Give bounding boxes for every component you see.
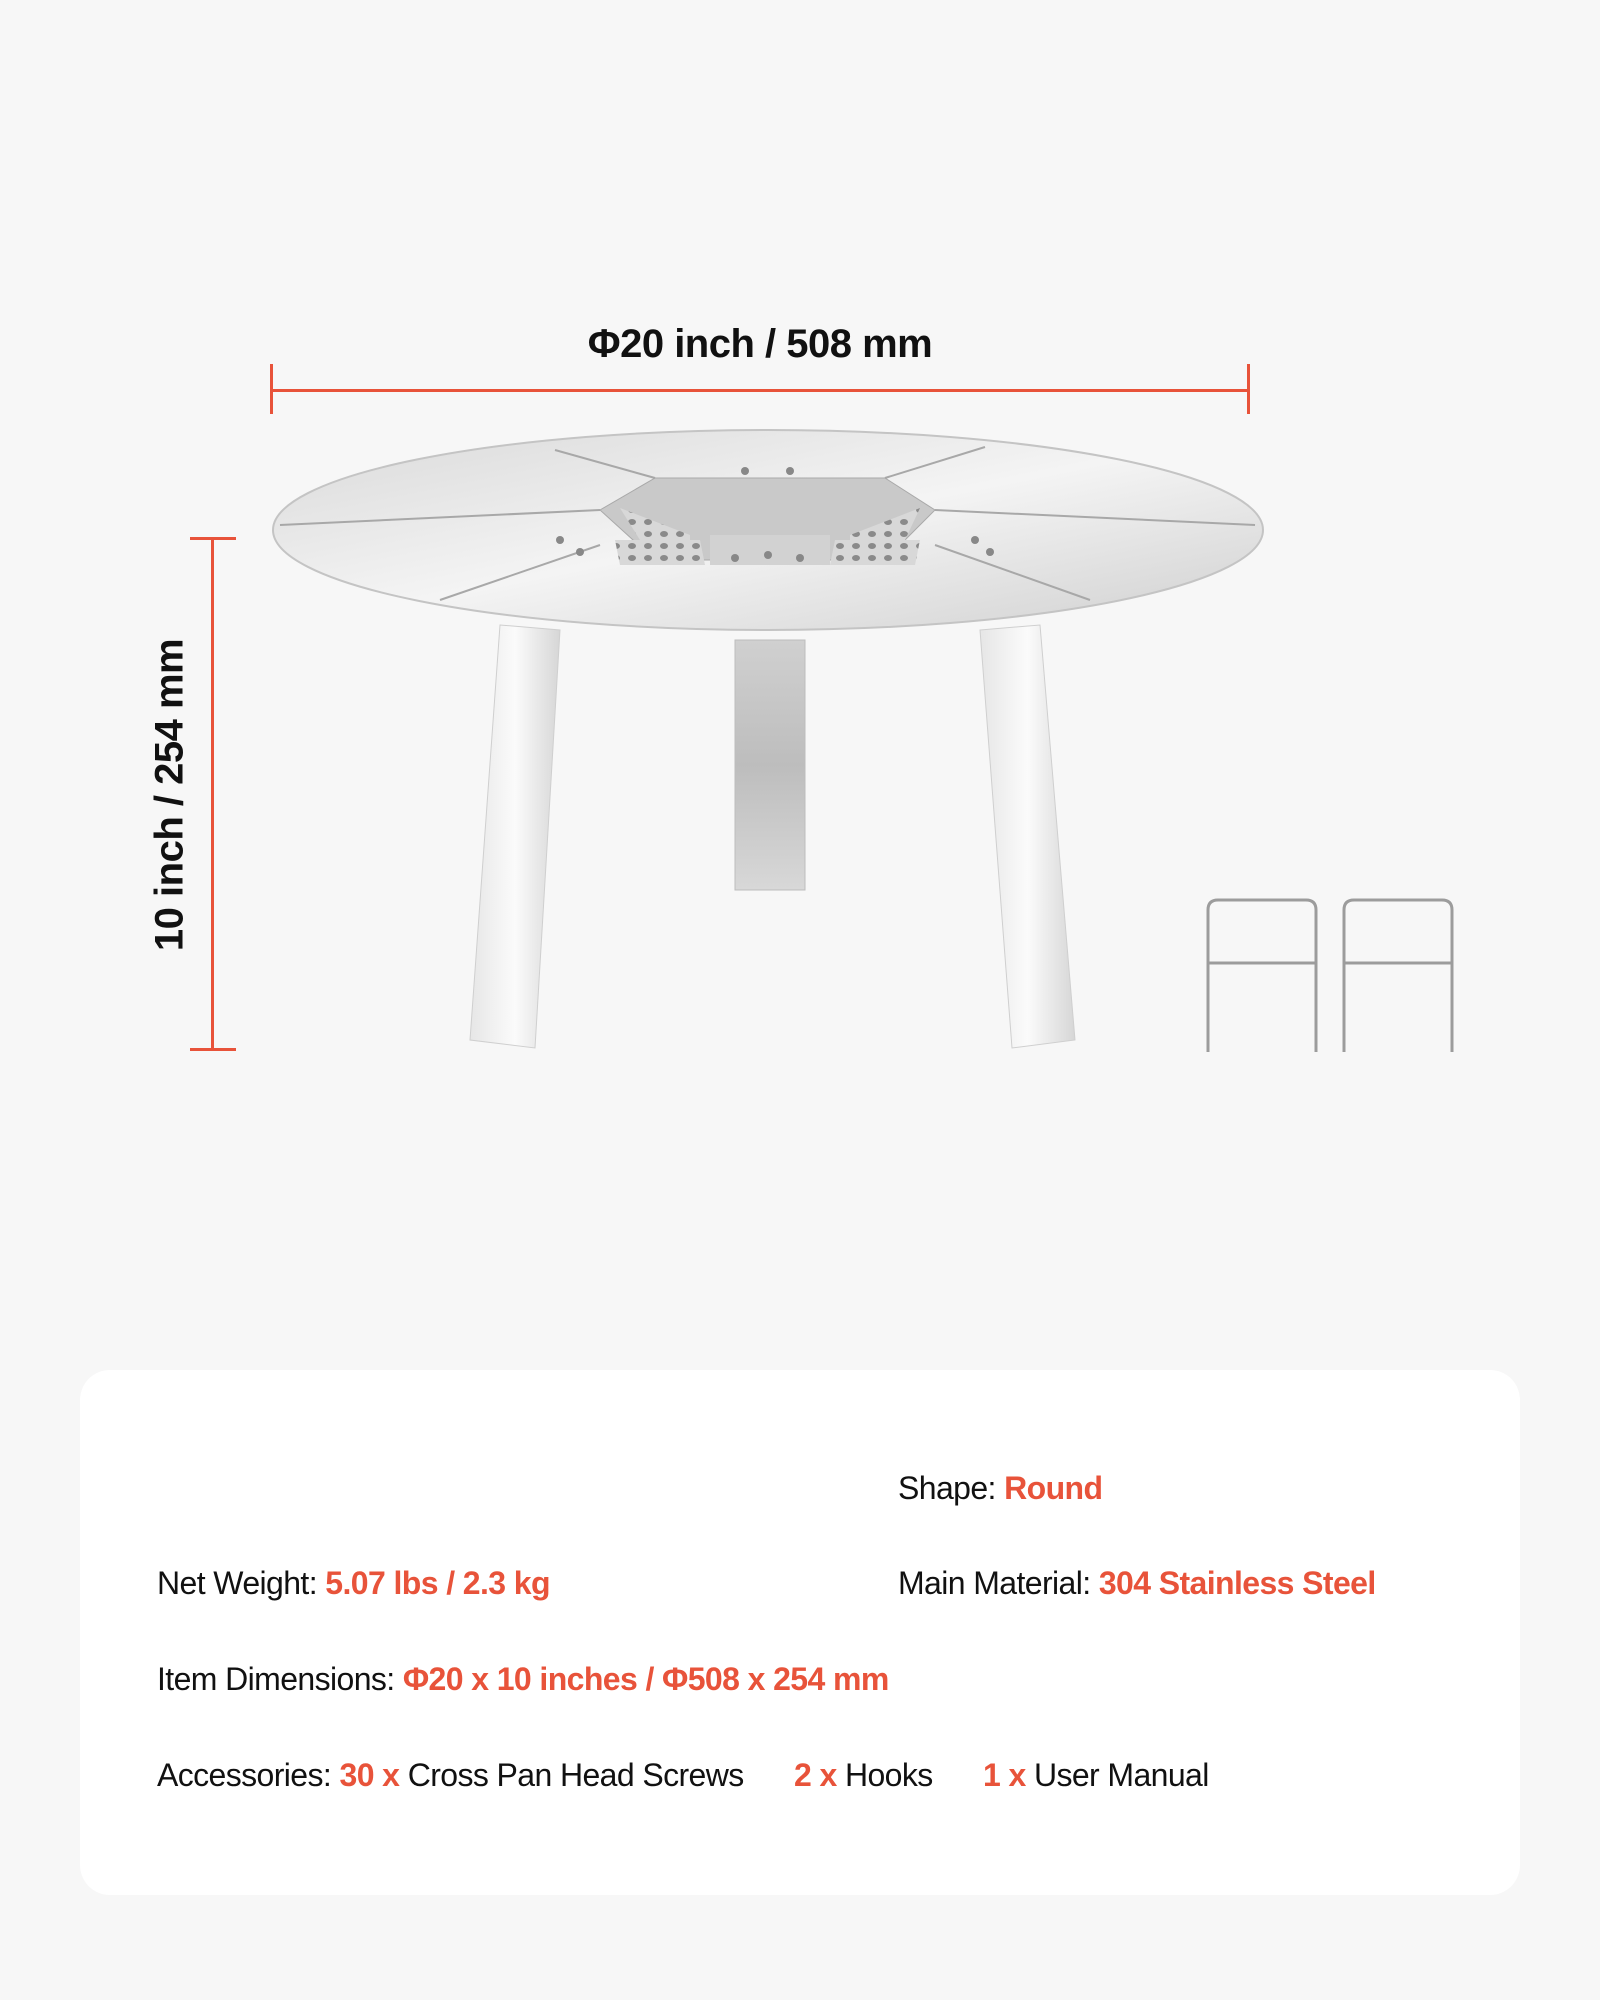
spec-accessories-label: Accessories: bbox=[157, 1757, 332, 1793]
spec-item-dimensions bbox=[157, 1661, 889, 1698]
spec-main-material-value: 304 Stainless Steel bbox=[1098, 1565, 1376, 1601]
accessory-name: Cross Pan Head Screws bbox=[407, 1757, 744, 1793]
spec-main-material bbox=[898, 1565, 1376, 1602]
specs-card bbox=[80, 1370, 1520, 1895]
accessory-name: Hooks bbox=[844, 1757, 933, 1793]
accessory-name: User Manual bbox=[1033, 1757, 1209, 1793]
width-dimension-label: Φ20 inch / 508 mm bbox=[587, 322, 933, 366]
spec-accessories bbox=[157, 1757, 1209, 1794]
spec-shape-label: Shape: bbox=[898, 1470, 996, 1506]
spec-shape-value: Round bbox=[1004, 1470, 1103, 1506]
spec-net-weight-label: Net Weight: bbox=[157, 1565, 317, 1601]
hooks-image bbox=[1208, 900, 1452, 1052]
spec-net-weight bbox=[157, 1565, 550, 1602]
spec-item-dimensions-value: Φ20 x 10 inches / Φ508 x 254 mm bbox=[402, 1661, 889, 1697]
height-dimension-text: 10 inch / 254 mm bbox=[147, 638, 192, 952]
spec-item-dimensions-label: Item Dimensions: bbox=[157, 1661, 395, 1697]
spec-net-weight-value: 5.07 lbs / 2.3 kg bbox=[325, 1565, 550, 1601]
spec-shape bbox=[898, 1470, 1102, 1507]
accessory-qty: 2 x bbox=[793, 1757, 837, 1793]
accessory-qty: 30 x bbox=[339, 1757, 400, 1793]
accessory-qty: 1 x bbox=[982, 1757, 1026, 1793]
spec-main-material-label: Main Material: bbox=[898, 1565, 1091, 1601]
